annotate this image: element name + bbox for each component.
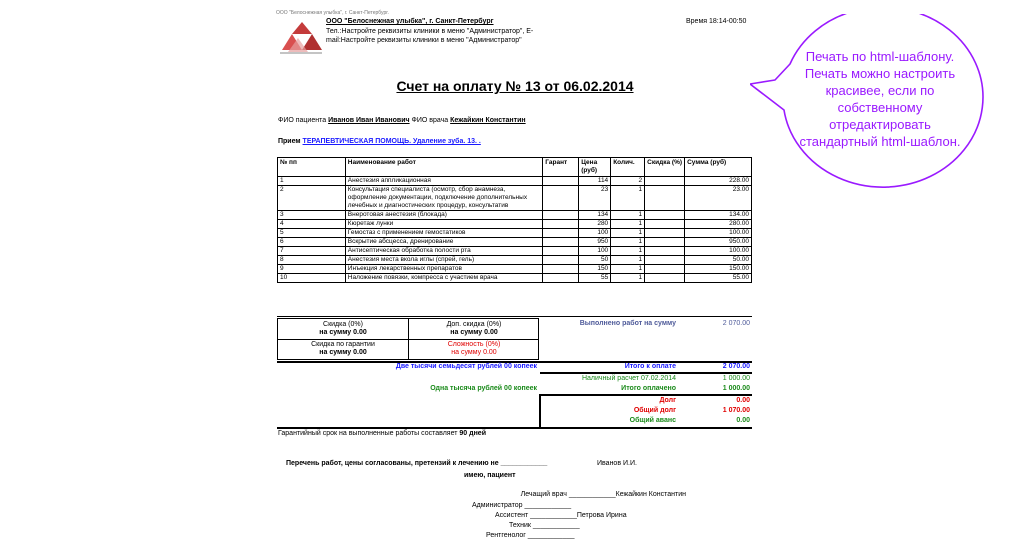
row-qty: 2 <box>611 177 645 186</box>
warranty-days: 90 дней <box>459 430 487 437</box>
debt-value: 0.00 <box>736 397 750 404</box>
row-warranty <box>543 211 579 220</box>
header-tiny-org: ООО "Белоснежная улыбка", г. Санкт-Петербург. <box>276 10 389 16</box>
warranty-discount-sum: на сумму 0.00 <box>319 349 367 356</box>
col-number: № пп <box>278 158 346 177</box>
complexity-label: Сложность (0%) <box>447 341 501 348</box>
total-underline <box>540 372 752 374</box>
table-row <box>278 256 752 265</box>
row-sum: 100.00 <box>685 229 752 238</box>
advance-value: 0.00 <box>736 417 750 424</box>
advance-label: Общий аванс <box>629 417 676 424</box>
row-number: 4 <box>278 220 346 229</box>
row-sum: 134.00 <box>685 211 752 220</box>
row-name: Гемостаз с применением гемостатиков <box>345 229 542 238</box>
visit-link[interactable]: ТЕРАПЕВТИЧЕСКАЯ ПОМОЩЬ. Удаление зуба. 13. . <box>302 138 481 145</box>
row-price: 114 <box>579 177 611 186</box>
discount-box <box>277 318 539 360</box>
add-discount-sum: на сумму 0.00 <box>450 329 498 336</box>
col-sum: Сумма (руб) <box>685 158 752 177</box>
row-number: 1 <box>278 177 346 186</box>
row-warranty <box>543 186 579 211</box>
row-discount <box>645 265 685 274</box>
cash-value: 1 000.00 <box>722 375 750 382</box>
row-sum: 228.00 <box>685 177 752 186</box>
row-discount <box>645 229 685 238</box>
row-discount <box>645 211 685 220</box>
row-price: 50 <box>579 256 611 265</box>
col-price: Цена (руб) <box>579 158 611 177</box>
table-row <box>278 220 752 229</box>
services-table <box>277 157 752 283</box>
row-warranty <box>543 220 579 229</box>
row-discount <box>645 274 685 283</box>
agreed-name: Иванов И.И. <box>597 460 637 467</box>
paid-value: 1 000.00 <box>722 385 750 392</box>
visit-label: Прием <box>278 138 301 145</box>
discount-sum: на сумму 0.00 <box>319 329 367 336</box>
callout-text: Печать по html-шаблону. Печать можно настроить красивее, если по собственному отредактировать стандартный html-шаблон. <box>799 49 961 149</box>
row-name: Кюретаж лунки <box>345 220 542 229</box>
row-qty: 1 <box>611 256 645 265</box>
col-discount: Скидка (%) <box>645 158 685 177</box>
row-qty: 1 <box>611 229 645 238</box>
row-qty: 1 <box>611 186 645 211</box>
org-name: ООО "Белоснежная улыбка", г. Санкт-Петербург <box>326 18 494 25</box>
col-qty: Колич. <box>611 158 645 177</box>
row-sum: 950.00 <box>685 238 752 247</box>
row-warranty <box>543 229 579 238</box>
patient-doctor-line <box>278 117 526 124</box>
debt-label: Долг <box>659 397 676 404</box>
row-name: Наложение повязки, компресса с участием врача <box>345 274 542 283</box>
row-number: 3 <box>278 211 346 220</box>
doctor-label: ФИО врача <box>411 117 449 124</box>
row-warranty <box>543 274 579 283</box>
row-name: Вскрытие абсцесса, дренирование <box>345 238 542 247</box>
table-row <box>278 265 752 274</box>
clinic-logo-icon <box>278 18 324 56</box>
paid-label: Итого оплачено <box>621 385 676 392</box>
table-row <box>278 247 752 256</box>
row-name: Анестезия аппликационная <box>345 177 542 186</box>
doctor-signature: Лечащий врач ____________Кежайкин Константин <box>520 491 686 498</box>
row-warranty <box>543 238 579 247</box>
row-discount <box>645 238 685 247</box>
summary-bottom-rule <box>277 427 752 429</box>
complexity-sum: на сумму 0.00 <box>451 349 497 356</box>
agreed-text: Перечень работ, цены согласованы, претензий к лечению не ____________ <box>286 460 548 467</box>
total-value: 2 070.00 <box>722 363 750 370</box>
discount-label: Скидка (0%) <box>323 321 363 328</box>
row-discount <box>645 256 685 265</box>
row-name: Анестезия места вкола иглы (спрей, гель) <box>345 256 542 265</box>
row-price: 134 <box>579 211 611 220</box>
amount-in-words: Две тысячи семьдесят рублей 00 копеек <box>395 363 537 370</box>
row-name: Инъекция лекарственных препаратов <box>345 265 542 274</box>
row-warranty <box>543 247 579 256</box>
col-warranty: Гарант <box>543 158 579 177</box>
warranty-text: Гарантийный срок на выполненные работы составляет <box>278 430 458 437</box>
row-sum: 55.00 <box>685 274 752 283</box>
row-price: 150 <box>579 265 611 274</box>
admin-signature: Администратор ____________ <box>472 502 572 509</box>
work-done-value: 2 070.00 <box>722 320 750 327</box>
row-discount <box>645 186 685 211</box>
row-discount <box>645 177 685 186</box>
row-number: 6 <box>278 238 346 247</box>
visit-line <box>278 138 481 145</box>
row-sum: 100.00 <box>685 247 752 256</box>
patient-caption: имею, пациент <box>464 472 516 479</box>
row-number: 9 <box>278 265 346 274</box>
table-row <box>278 229 752 238</box>
table-row <box>278 186 752 211</box>
tech-signature: Техник ____________ <box>509 522 580 529</box>
row-sum: 150.00 <box>685 265 752 274</box>
table-row <box>278 211 752 220</box>
row-warranty <box>543 256 579 265</box>
patient-name: Иванов Иван Иванович <box>328 117 410 124</box>
patient-label: ФИО пациента <box>278 117 327 124</box>
paid-in-words: Одна тысяча рублей 00 копеек <box>430 385 537 392</box>
warranty-note <box>278 430 486 437</box>
row-number: 5 <box>278 229 346 238</box>
row-qty: 1 <box>611 238 645 247</box>
row-qty: 1 <box>611 247 645 256</box>
row-discount <box>645 247 685 256</box>
total-label: Итого к оплате <box>624 363 676 370</box>
row-price: 100 <box>579 247 611 256</box>
row-price: 280 <box>579 220 611 229</box>
row-qty: 1 <box>611 265 645 274</box>
row-warranty <box>543 265 579 274</box>
summary-top-rule <box>277 316 752 317</box>
row-sum: 23.00 <box>685 186 752 211</box>
row-number: 2 <box>278 186 346 211</box>
add-discount-label: Доп. скидка (0%) <box>446 321 502 328</box>
row-sum: 280.00 <box>685 220 752 229</box>
warranty-discount-label: Скидка по гарантии <box>311 341 375 348</box>
xray-signature: Рентгенолог ____________ <box>486 532 575 539</box>
invoice-title: Счет на оплату № 13 от 06.02.2014 <box>396 78 634 94</box>
table-row <box>278 238 752 247</box>
row-number: 10 <box>278 274 346 283</box>
row-number: 8 <box>278 256 346 265</box>
doctor-name: Кежайкин Константин <box>450 117 526 124</box>
col-name: Наименование работ <box>345 158 542 177</box>
row-qty: 1 <box>611 220 645 229</box>
row-price: 950 <box>579 238 611 247</box>
row-name: Внеротовая анестезия (блокада) <box>345 211 542 220</box>
assistant-signature: Ассистент ____________Петрова Ирина <box>495 512 627 519</box>
row-qty: 1 <box>611 211 645 220</box>
row-name: Антисептическая обработка полости рта <box>345 247 542 256</box>
time-label: Время 18:14-00:50 <box>686 18 747 25</box>
cash-label: Наличный расчет 07.02.2014 <box>581 375 676 382</box>
row-sum: 50.00 <box>685 256 752 265</box>
total-debt-label: Общий долг <box>633 407 676 414</box>
org-mail: mail:Настройте реквизиты клиники в меню "Администратор" <box>326 37 522 44</box>
row-price: 55 <box>579 274 611 283</box>
row-number: 7 <box>278 247 346 256</box>
row-warranty <box>543 177 579 186</box>
org-phone: Тел.:Настройте реквизиты клиники в меню "Администратор", Е- <box>326 28 534 35</box>
row-price: 23 <box>579 186 611 211</box>
total-debt-value: 1 070.00 <box>722 407 750 414</box>
table-header-row <box>278 158 752 177</box>
table-row <box>278 177 752 186</box>
work-done-label: Выполнено работ на сумму <box>579 320 676 327</box>
discount-box-hrule <box>278 339 538 340</box>
row-discount <box>645 220 685 229</box>
row-name: Консультация специалиста (осмотр, сбор анамнеза, оформление документации, подключение дополнительных лечебных и диагностических процедур, консультатив <box>345 186 542 211</box>
row-price: 100 <box>579 229 611 238</box>
table-row <box>278 274 752 283</box>
row-qty: 1 <box>611 274 645 283</box>
